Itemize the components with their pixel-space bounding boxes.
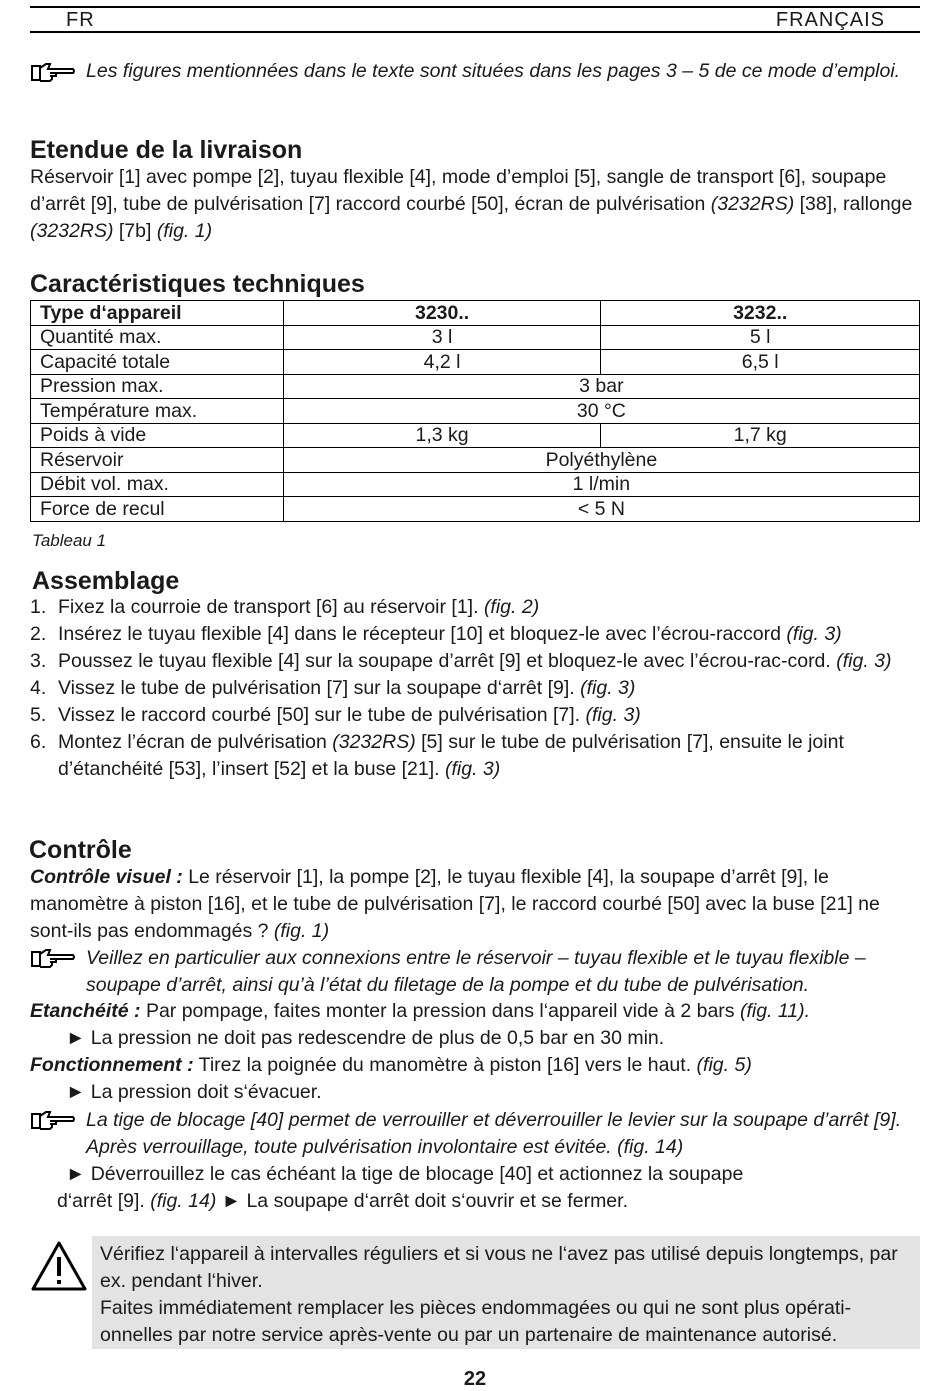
step-fig: (fig. 3) [786,623,842,645]
assembly-step [30,594,930,621]
warning-triangle-icon [30,1240,88,1292]
specs-header-row [31,301,920,326]
section-title-delivery: Etendue de la livraison [30,136,303,164]
visual-check-fig: (fig. 1) [273,920,330,942]
step-number: 5. [30,704,47,726]
step-fig: (fig. 3) [836,650,892,672]
specs-row-label: Pression max. [31,374,284,399]
note-lock-rod: La tige de blocage [40] permet de verrouiller et déverrouiller le levier sur la soupape d’arrêt [9]. Après verrouillage, toute pulvérisation involontaire est évitée. (fig. 14) [86,1109,902,1158]
step-fig: (fig. 2) [483,596,540,618]
delivery-text-part: [7b] [113,220,157,242]
header-lang-name: FRANÇAIS [775,9,885,31]
specs-row [31,448,920,473]
step-fig: (fig. 3) [445,758,501,780]
assembly-step [30,621,930,648]
delivery-text-part: [38], rallonge [794,193,913,215]
warning-paragraph-2: Faites immédiatement remplacer les pièces endommagées ou qui ne sont plus opérati-onnelles par notre service après-vente ou par un partenaire de maintenance autorisé. [100,1297,852,1346]
function-check-fig: (fig. 5) [696,1054,752,1076]
specs-value-b: 6,5 l [601,350,920,375]
pointing-hand-icon [30,60,76,84]
delivery-text-model: (3232RS) [710,193,795,215]
step-text: Vissez le tube de pulvérisation [7] sur la soupape d‘arrêt [9]. [58,677,581,699]
specs-value-shared: 1 l/min [283,472,919,497]
warning-paragraph-1: Vérifiez l‘appareil à intervalles réguliers et si vous ne l‘avez pas utilisé depuis longtemps, par ex. pendant l‘hiver. [100,1243,898,1292]
note-connections: Veillez en particulier aux connexions entre le réservoir – tuyau flexible et le tuyau flexible – soupape d’arrêt, ainsi qu’à l’état du filetage de la pompe et du tube de pulvérisation. [86,947,866,996]
unlock-instruction-cont [57,1188,917,1215]
specs-row-label: Capacité totale [31,350,284,375]
specs-row-label: Réservoir [31,448,284,473]
page-number: 22 [463,1368,487,1390]
specs-header-cell: Type d‘appareil [31,301,284,326]
assembly-step [30,729,930,783]
table-caption: Tableau 1 [32,531,107,550]
specs-row [31,472,920,497]
step-number: 6. [30,731,47,753]
section-title-assembly: Assemblage [32,567,180,595]
specs-table [30,300,920,522]
specs-row [31,399,920,424]
assembly-step [30,675,930,702]
function-check-result: ► La pression doit s‘évacuer. [66,1081,322,1103]
specs-row [31,325,920,350]
step-text: Vissez le raccord courbé [50] sur le tube de pulvérisation [7]. [58,704,586,726]
step-number: 2. [30,623,47,645]
specs-row [31,350,920,375]
step-text: [5] sur le tube de pulvérisation [7], ensuite le joint d’étanchéité [53], l’insert [52] et la buse [21]. [58,731,844,780]
specs-row-label: Force de recul [31,497,284,522]
specs-header-cell: 3230.. [283,301,601,326]
step-number: 3. [30,650,47,672]
step-fig: (fig. 3) [580,677,636,699]
specs-row-label: Température max. [31,399,284,424]
specs-row-label: Quantité max. [31,325,284,350]
header-top-rule [30,6,920,8]
step-number: 4. [30,677,47,699]
function-check-text [30,1052,920,1079]
specs-value-a: 3 l [283,325,601,350]
specs-value-shared: 30 °C [283,399,919,424]
seal-check-body: Par pompage, faites monter la pression dans l‘appareil vide à 2 bars [140,1000,740,1022]
specs-row [31,374,920,399]
specs-value-shared: < 5 N [283,497,919,522]
section-title-control: Contrôle [29,836,132,864]
pointing-hand-icon [30,946,76,970]
specs-header-cell: 3232.. [601,301,920,326]
visual-check-label: Contrôle visuel : [30,866,183,888]
seal-check-label: Etanchéité : [30,1000,141,1022]
step-model: (3232RS) [332,731,416,753]
specs-value-shared: 3 bar [283,374,919,399]
unlock-instruction: ► Déverrouillez le cas échéant la tige de blocage [40] et actionnez la soupape [66,1163,744,1185]
unlock-fig: (fig. 14) [150,1190,217,1212]
header-bottom-rule [30,31,920,33]
seal-check-result: ► La pression ne doit pas redescendre de plus de 0,5 bar en 30 min. [66,1027,665,1049]
pointing-hand-icon [30,1108,76,1132]
section-title-specs: Caractéristiques techniques [30,270,365,298]
specs-row [31,423,920,448]
step-text: Montez l’écran de pulvérisation [58,731,333,753]
warning-box [92,1236,920,1349]
step-number: 1. [30,596,47,618]
function-check-body: Tirez la poignée du manomètre à piston [16] vers le haut. [193,1054,697,1076]
function-check-label: Fonctionnement : [30,1054,194,1076]
specs-value-b: 1,7 kg [601,423,920,448]
delivery-text-model: (3232RS) [30,220,114,242]
note-figures: Les figures mentionnées dans le texte sont situées dans les pages 3 – 5 de ce mode d’emploi. [86,60,901,82]
visual-check-body: Le réservoir [1], la pompe [2], le tuyau flexible [4], la soupape d’arrêt [9], le manomètre à piston [16], et le tube de pulvérisation [7], le raccord courbé [50] avec la buse [21] ne sont-ils pas endommagés ? [30,866,880,942]
step-text: Insérez le tuyau flexible [4] dans le récepteur [10] et bloquez-le avec l’écrou-raccord [58,623,787,645]
assembly-step [30,648,930,675]
specs-value-a: 4,2 l [283,350,601,375]
delivery-text-fig: (fig. 1) [156,220,213,242]
unlock-result: ► La soupape d‘arrêt doit s‘ouvrir et se fermer. [216,1190,628,1212]
delivery-text [30,164,920,245]
specs-row-label: Débit vol. max. [31,472,284,497]
step-text: Poussez le tuyau flexible [4] sur la soupape d’arrêt [9] et bloquez-le avec l’écrou-rac-cord. [58,650,837,672]
visual-check-text [30,864,920,945]
specs-value-a: 1,3 kg [283,423,601,448]
delivery-text-part: Réservoir [1] avec pompe [2], tuyau flexible [4], mode d’emploi [5], sangle de transport [6], soupape d’arrêt [9], tube de pulvérisation [7] raccord courbé [50], écran de pulvérisation [30,166,887,215]
unlock-text: d‘arrêt [9]. [57,1190,151,1212]
seal-check-fig: (fig. 11). [739,1000,811,1022]
specs-value-shared: Polyéthylène [283,448,919,473]
step-fig: (fig. 3) [585,704,641,726]
specs-row [31,497,920,522]
assembly-steps [30,594,930,783]
assembly-step [30,702,930,729]
step-text: Fixez la courroie de transport [6] au réservoir [1]. [58,596,484,618]
specs-value-b: 5 l [601,325,920,350]
header-lang-code: FR [66,9,95,31]
seal-check-text [30,998,920,1025]
specs-row-label: Poids à vide [31,423,284,448]
